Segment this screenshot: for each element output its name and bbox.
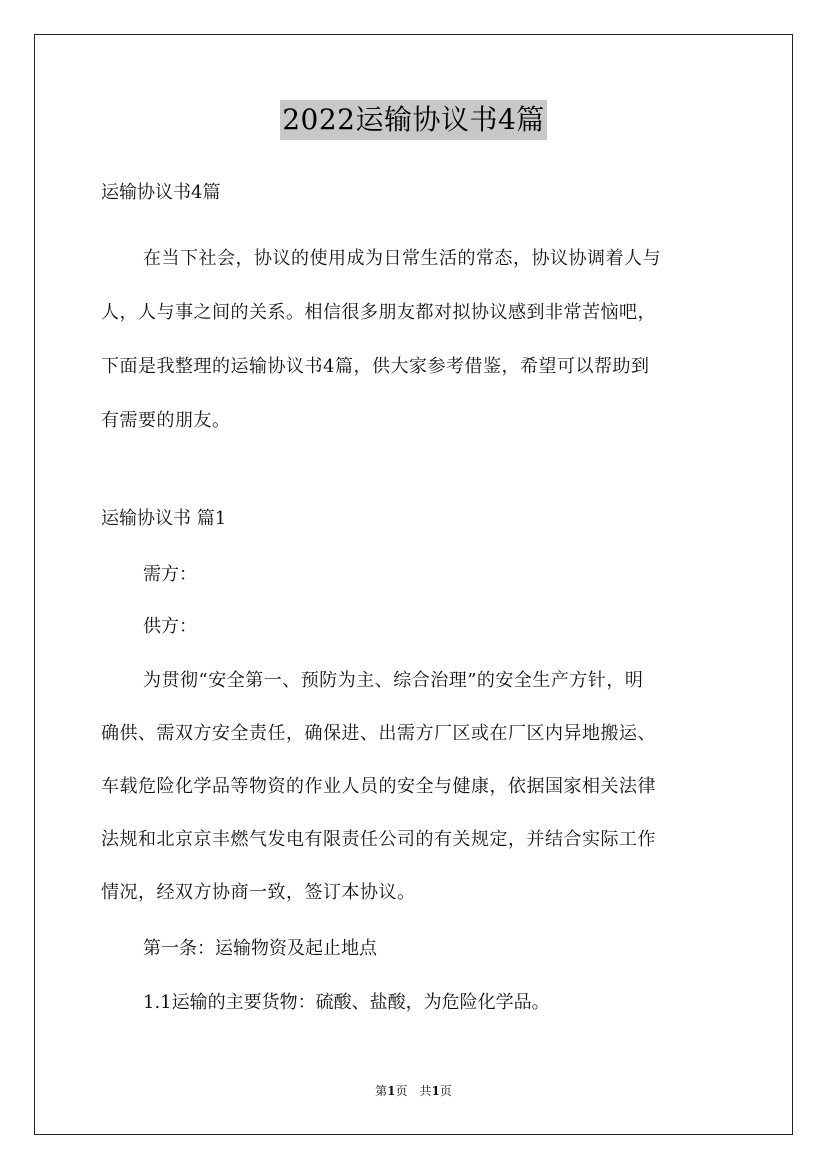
body-line: 情况，经双方协商一致，签订本协议。 bbox=[101, 882, 416, 903]
article-one-heading: 第一条：运输物资及起止地点 bbox=[143, 938, 377, 959]
buyer-label: 需方： bbox=[143, 564, 197, 585]
title-container bbox=[0, 100, 827, 140]
intro-line: 有需要的朋友。 bbox=[101, 410, 231, 431]
document-subtitle: 运输协议书4篇 bbox=[101, 182, 221, 203]
body-line: 为贯彻“安全第一、预防为主、综合治理”的安全生产方针，明 bbox=[143, 670, 644, 691]
section-heading: 运输协议书 篇1 bbox=[101, 508, 227, 529]
intro-line: 人，人与事之间的关系。相信很多朋友都对拟协议感到非常苦恼吧， bbox=[101, 302, 656, 323]
article-item-1-1: 1.1运输的主要货物：硫酸、盐酸，为危险化学品。 bbox=[143, 992, 550, 1013]
intro-line: 在当下社会，协议的使用成为日常生活的常态，协议协调着人与 bbox=[143, 248, 661, 269]
body-paragraph bbox=[101, 654, 741, 919]
body-line: 法规和北京京丰燃气发电有限责任公司的有关规定，并结合实际工作 bbox=[101, 829, 656, 850]
document-title: 2022运输协议书4篇 bbox=[280, 100, 547, 140]
footer-page-total: 1 bbox=[431, 1084, 440, 1098]
body-line: 确供、需双方安全责任，确保进、出需方厂区或在厂区内异地搬运、 bbox=[101, 723, 656, 744]
intro-line: 下面是我整理的运输协议书4篇，供大家参考借鉴，希望可以帮助到 bbox=[101, 356, 650, 377]
supplier-label: 供方： bbox=[143, 616, 197, 637]
footer-page-current: 1 bbox=[387, 1084, 396, 1098]
page-footer bbox=[0, 1082, 827, 1100]
footer-page-prefix: 第 bbox=[375, 1084, 388, 1098]
intro-paragraph bbox=[101, 232, 741, 448]
footer-page-suffix: 页 bbox=[439, 1084, 452, 1098]
body-line: 车载危险化学品等物资的作业人员的安全与健康，依据国家相关法律 bbox=[101, 776, 656, 797]
footer-page-mid: 页 共 bbox=[395, 1084, 432, 1098]
